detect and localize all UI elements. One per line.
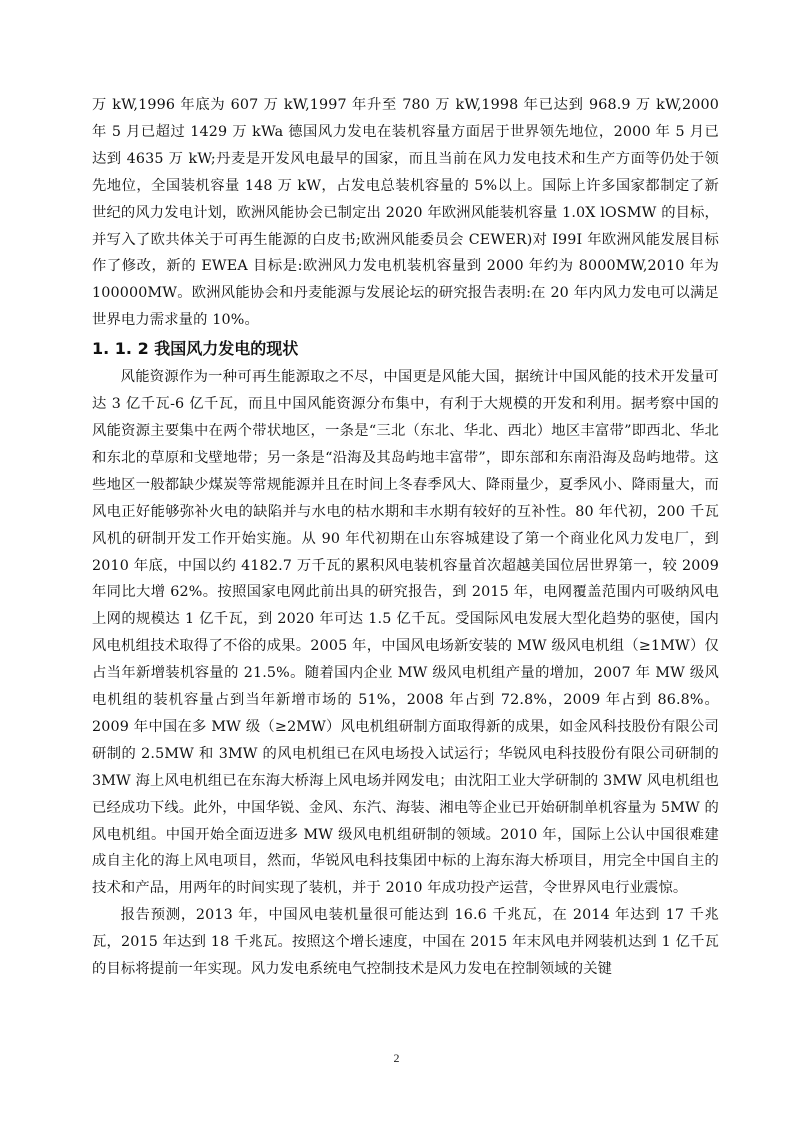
page-body (92, 92, 719, 983)
paragraph-international-wind-power: 万 kW,1996 年底为 607 万 kW,1997 年升至 780 万 kW,1998 年已达到 968.9 万 kW,2000 年 5 月已超过 1429 万 kWa 德国风力发电在装机容量方面居于世界领先地位，2000 年 5 月已达到 4635 万 kW;丹麦是开发风电最早的国家，而且当前在风力发电技术和生产方面等仍处于领先地位，全国装机容量 148 万 kW，占发电总装机容量的 5%以上。国际上许多国家都制定了新世纪的风力发电计划，欧洲风能协会已制定出 2020 年欧洲风能装机容量 1.0X lOSMW 的目标，并写入了欧共体关于可再生能源的白皮书;欧洲风能委员会 CEWER)对 I99I 年欧洲风能发展目标作了修改，新的 EWEA 目标是:欧洲风力发电机装机容量到 2000 年约为 8000MW,2010 年为 100000MW。欧洲风能协会和丹麦能源与发展论坛的研究报告表明:在 20 年内风力发电可以满足世界电力需求量的 10%。 (92, 97, 719, 329)
paragraph-china-wind-power-status: 风能资源作为一种可再生能源取之不尽，中国更是风能大国，据统计中国风能的技术开发量可达 3 亿千瓦-6 亿千瓦，而且中国风能资源分布集中，有利于大规模的开发和利用。据考察中国的风能资源主要集中在两个带状地区，一条是“三北（东北、华北、西北）地区丰富带”即西北、华北和东北的草原和戈壁地带；另一条是“沿海及其岛屿地丰富带”，即东部和东南沿海及岛屿地带。这些地区一般都缺少煤炭等常规能源并且在时间上冬春季风大、降雨量少，夏季风小、降雨量大，而风电正好能够弥补火电的缺陷并与水电的枯水期和丰水期有较好的互补性。80 年代初，200 千瓦风机的研制开发工作开始实施。从 90 年代初期在山东容城建设了第一个商业化风力发电厂，到 2010 年底，中国以约 4182.7 万千瓦的累积风电装机容量首次超越美国位居世界第一，较 2009 年同比大增 62%。按照国家电网此前出具的研究报告，到 2015 年，电网覆盖范围内可吸纳风电上网的规模达 1 亿千瓦，到 2020 年可达 1.5 亿千瓦。受国际风电发展大型化趋势的驱使，国内风电机组技术取得了不俗的成果。2005 年，中国风电场新安装的 MW 级风电机组（≥1MW）仅占当年新增装机容量的 21.5%。随着国内企业 MW 级风电机组产量的增加，2007 年 MW 级风电机组的装机容量占到当年新增市场的 51%，2008 年占到 72.8%，2009 年占到 86.8%。2009 年中国在多 MW 级（≥2MW）风电机组研制方面取得新的成果，如金风科技股份有限公司研制的 2.5MW 和 3MW 的风电机组已在风电场投入试运行；华锐风电科技股份有限公司研制的 3MW 海上风电机组已在东海大桥海上风电场并网发电；由沈阳工业大学研制的 3MW 风电机组也已经成功下线。此外，中国华锐、金风、东汽、海装、湘电等企业已开始研制单机容量为 5MW 的风电机组。中国开始全面迈进多 MW 级风电机组研制的领域。2010 年，国际上公认中国很难建成自主化的海上风电项目，然而，华锐风电科技集团中标的上海东海大桥项目，用完全中国自主的技术和产品，用两年的时间实现了装机，并于 2010 年成功投产运营，令世界风电行业震惊。 (92, 369, 719, 897)
page-number: 2 (393, 1051, 400, 1065)
paragraph-forecast: 报告预测，2013 年，中国风电装机量很可能达到 16.6 千兆瓦，在 2014 年达到 17 千兆瓦，2015 年达到 18 千兆瓦。按照这个增长速度，中国在 2015 年末风电并网装机达到 1 亿千瓦的目标将提前一年实现。风力发电系统电气控制技术是风力发电在控制领域的关键 (92, 907, 719, 978)
section-heading: 1. 1. 2 我国风力发电的现状 (92, 339, 299, 359)
